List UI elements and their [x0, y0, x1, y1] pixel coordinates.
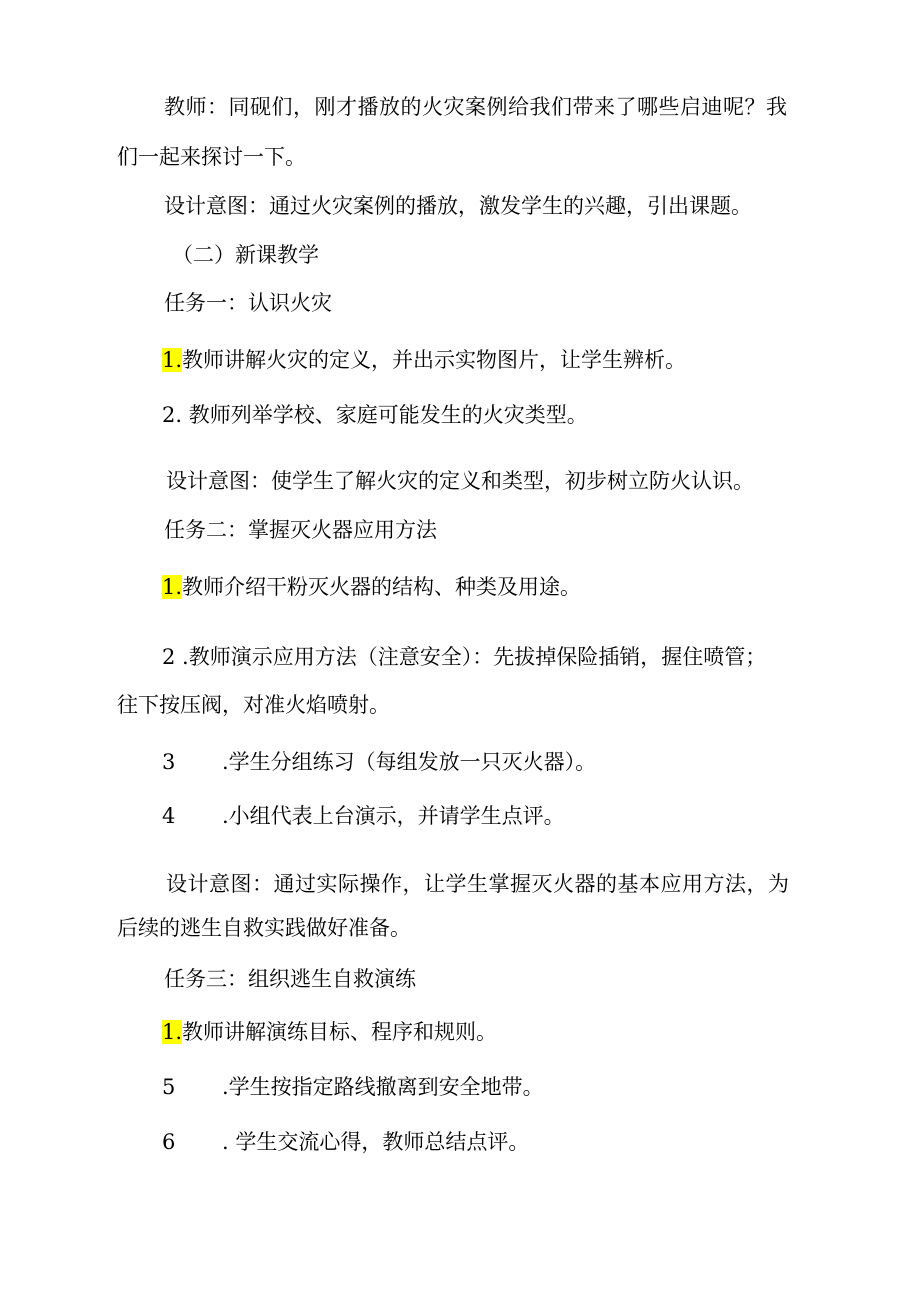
- list-number: 3: [162, 750, 176, 774]
- task2-item2-line1: 2 .教师演示应用方法（注意安全）：先拔掉保险插销，握住喷管；: [162, 645, 767, 669]
- task2-item3: [162, 748, 596, 776]
- task3-item1-text: 教师讲解演练目标、程序和规则。: [182, 1020, 498, 1044]
- task2-heading: 任务二：掌握灭火器应用方法: [164, 518, 437, 542]
- task2-item1-text: 教师介绍干粉灭火器的结构、种类及用途。: [182, 575, 582, 599]
- teacher-question-line2: 们一起来探讨一下。: [117, 145, 306, 169]
- task2-item4-text: .小组代表上台演示，并请学生点评。: [222, 804, 565, 828]
- design-intent-3-line1: 设计意图：通过实际操作，让学生掌握灭火器的基本应用方法，为: [166, 872, 790, 896]
- task2-item2-line2: 往下按压阀，对准火焰喷射。: [117, 693, 390, 717]
- task3-item1: [162, 1018, 497, 1046]
- design-intent-3-line2: 后续的逃生自救实践做好准备。: [117, 916, 411, 940]
- list-number: 5: [162, 1075, 176, 1099]
- design-intent-1: 设计意图：通过火灾案例的播放，激发学生的兴趣，引出课题。: [164, 194, 752, 218]
- teacher-question-line1: 教师：同砚们，刚才播放的火灾案例给我们带来了哪些启迪呢？我: [164, 95, 788, 119]
- list-number-highlight: 1.: [162, 575, 183, 599]
- task1-item1: [162, 346, 686, 374]
- task3-item2: [162, 1073, 544, 1101]
- list-number: 4: [162, 804, 176, 828]
- list-number-highlight: 1.: [162, 1020, 183, 1044]
- task2-item1: [162, 573, 581, 601]
- task2-item3-text: .学生分组练习（每组发放一只灭火器）。: [222, 750, 597, 774]
- task3-item3: [162, 1128, 529, 1156]
- task1-item2: 2. 教师列举学校、家庭可能发生的火灾类型。: [162, 403, 588, 427]
- task3-item3-text: . 学生交流心得，教师总结点评。: [222, 1130, 530, 1154]
- list-number: 6: [162, 1130, 176, 1154]
- task2-item4: [162, 802, 565, 830]
- task3-heading: 任务三：组织逃生自救演练: [164, 967, 416, 991]
- task1-item1-text: 教师讲解火灾的定义，并出示实物图片，让学生辨析。: [182, 348, 687, 372]
- section-heading-new-lesson: （二）新课教学: [172, 243, 319, 267]
- design-intent-2: 设计意图：使学生了解火灾的定义和类型，初步树立防火认识。: [166, 469, 754, 493]
- list-number-highlight: 1.: [162, 348, 183, 372]
- task1-heading: 任务一：认识火灾: [164, 291, 332, 315]
- task3-item2-text: .学生按指定路线撤离到安全地带。: [222, 1075, 544, 1099]
